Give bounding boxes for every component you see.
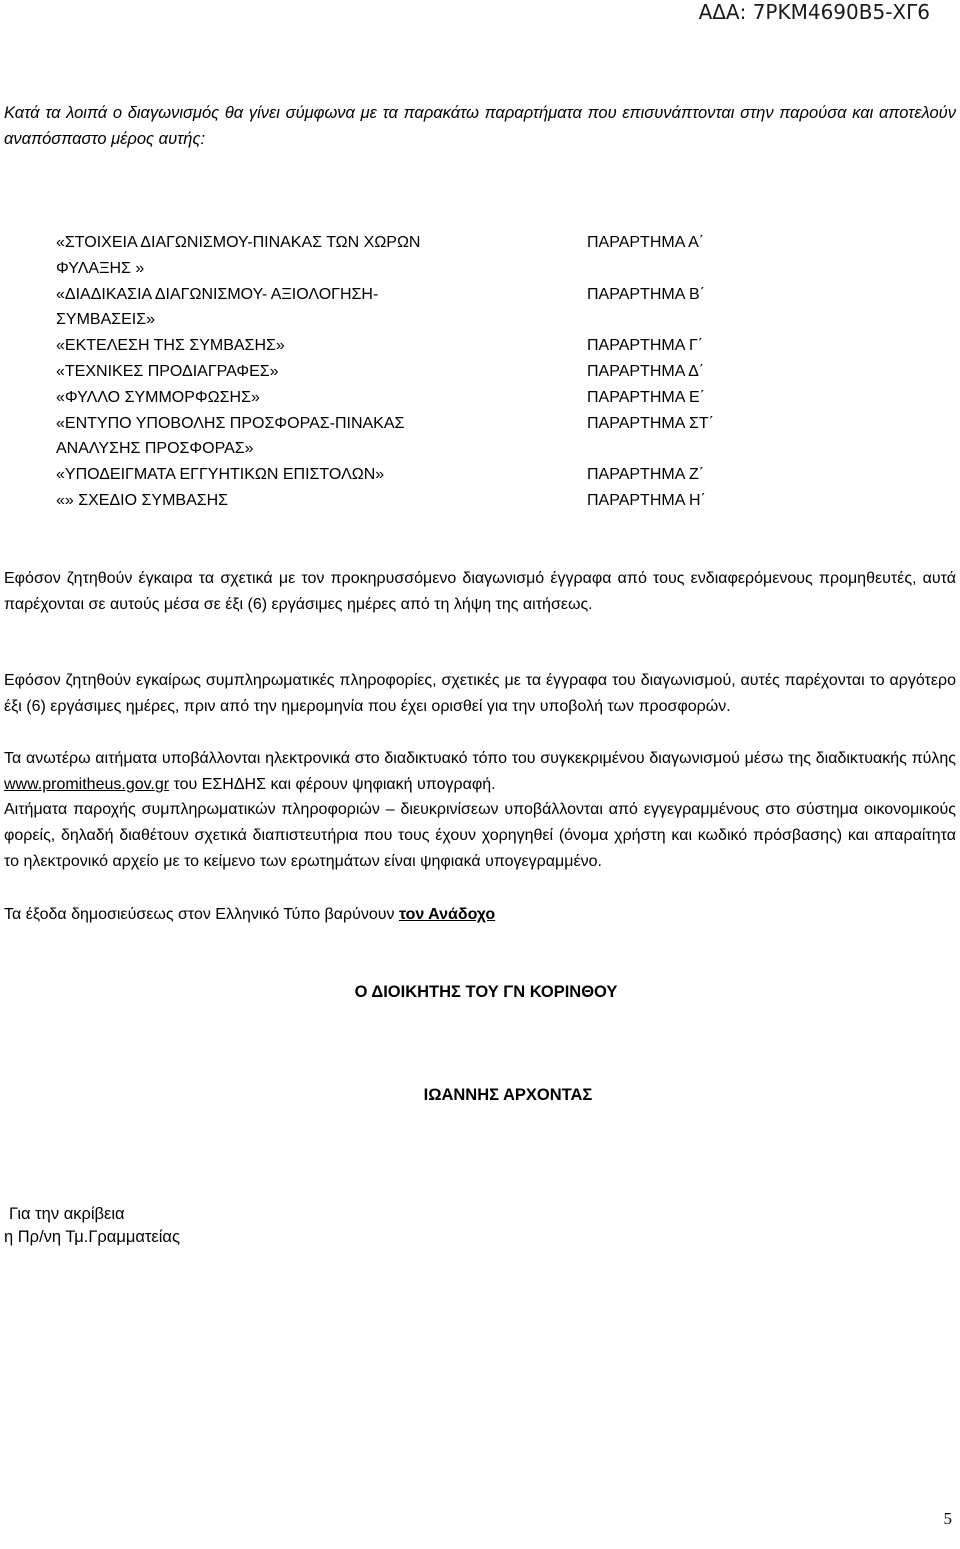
promitheus-link[interactable]: www.promitheus.gov.gr [4, 776, 170, 793]
annex-row [56, 282, 776, 334]
annex-label: ΠΑΡΑΡΤΗΜΑ Β΄ [587, 285, 705, 303]
certification-block [4, 1203, 180, 1249]
submission-text-end: του ΕΣΗΔΗΣ και φέρουν ψηφιακή υπογραφή. [169, 776, 496, 793]
annex-row [56, 385, 776, 411]
annex-title: «ΤΕΧΝΙΚΕΣ ΠΡΟΔΙΑΓΡΑΦΕΣ» [56, 362, 279, 380]
certification-line-1: Για την ακρίβεια [9, 1205, 125, 1223]
annex-row [56, 411, 776, 463]
contractor-emphasis: τον Ανάδοχο [398, 906, 496, 923]
costs-text: Τα έξοδα δημοσιεύσεως στον Ελληνικό Τύπο βαρύνουν [4, 906, 399, 923]
annex-label: ΠΑΡΑΡΤΗΜΑ Δ΄ [587, 362, 705, 380]
annex-label: ΠΑΡΑΡΤΗΜΑ Ζ΄ [587, 466, 705, 484]
annex-row [56, 488, 776, 514]
annex-row [56, 359, 776, 385]
paragraph-electronic-submission [4, 746, 956, 798]
paragraph-supplementary-info: Εφόσον ζητηθούν εγκαίρως συμπληρωματικές πληροφορίες, σχετικές με τα έγγραφα του διαγωνισμού, αυτές παρέχονται το αργότερο έξι (6) εργάσιμες ημέρες, πριν από την ημερομηνία που έχει ορισθεί για την υποβολή των προσφορών. [4, 672, 956, 715]
annex-list [56, 230, 776, 514]
annex-title: «ΥΠΟΔΕΙΓΜΑΤΑ ΕΓΓΥΗΤΙΚΩΝ ΕΠΙΣΤΟΛΩΝ» [56, 466, 385, 484]
paragraph-clarification-requests: Αιτήματα παροχής συμπληρωματικών πληροφοριών – διευκρινίσεων υποβάλλονται από εγγεγραμμένους στο σύστημα οικονομικούς φορείς, δηλαδή διαθέτουν σχετικά διαπιστευτήρια που τους έχουν χορηγηθεί (όνομα χρήστη και κωδικό πρόσβασης) και απαραίτητα το ηλεκτρονικό αρχείο με το κείμενο των ερωτημάτων είναι ψηφιακά υπογεγραμμένο. [4, 801, 956, 870]
signatory-title: Ο ΔΙΟΙΚΗΤΗΣ ΤΟΥ ΓΝ ΚΟΡΙΝΘΟΥ [354, 983, 618, 1001]
annex-row [56, 333, 776, 359]
page-number: 5 [943, 1509, 952, 1528]
ada-code: ΑΔΑ: 7ΡΚΜ4690Β5-ΧΓ6 [698, 0, 930, 24]
annex-title: «ΣΤΟΙΧΕΙΑ ΔΙΑΓΩΝΙΣΜΟΥ-ΠΙΝΑΚΑΣ ΤΩΝ ΧΩΡΩΝ ΦΥΛΑΞΗΣ » [56, 234, 421, 277]
annex-title: «ΕΚΤΕΛΕΣΗ ΤΗΣ ΣΥΜΒΑΣΗΣ» [56, 337, 285, 355]
signatory-name: ΙΩΑΝΝΗΣ ΑΡΧΟΝΤΑΣ [423, 1086, 593, 1104]
annex-title: «ΕΝΤΥΠΟ ΥΠΟΒΟΛΗΣ ΠΡΟΣΦΟΡΑΣ-ΠΙΝΑΚΑΣ ΑΝΑΛΥΣΗΣ ΠΡΟΣΦΟΡΑΣ» [56, 414, 405, 458]
annex-row [56, 462, 776, 488]
certification-line-2: η Πρ/νη Τμ.Γραμματείας [4, 1228, 180, 1246]
intro-paragraph: Κατά τα λοιπά ο διαγωνισμός θα γίνει σύμφωνα με τα παρακάτω παραρτήματα που επισυνάπτονται στην παρούσα και αποτελούν αναπόσπαστο μέρος αυτής: [4, 104, 956, 148]
annex-label: ΠΑΡΑΡΤΗΜΑ Ε΄ [587, 388, 705, 406]
paragraph-publication-costs [4, 902, 956, 928]
annex-label: ΠΑΡΑΡΤΗΜΑ Η΄ [587, 491, 706, 509]
annex-title: «» ΣΧΕΔΙΟ ΣΥΜΒΑΣΗΣ [56, 491, 229, 509]
annex-row [56, 230, 776, 282]
annex-label: ΠΑΡΑΡΤΗΜΑ ΣΤ΄ [587, 414, 714, 432]
paragraph-documents-delivery: Εφόσον ζητηθούν έγκαιρα τα σχετικά με τον προκηρυσσόμενο διαγωνισμό έγγραφα από τους ενδιαφερόμενους προμηθευτές, αυτά παρέχονται σε αυτούς μέσα σε έξι (6) εργάσιμες ημέρες από τη λήψη της αιτήσεως. [4, 570, 956, 613]
submission-text: Τα ανωτέρω αιτήματα υποβάλλονται ηλεκτρονικά στο διαδικτυακό τόπο του συγκεκριμένου διαγωνισμού μέσω της διαδικτυακής πύλης [4, 750, 956, 767]
annex-label: ΠΑΡΑΡΤΗΜΑ Γ΄ [587, 337, 704, 355]
annex-title: «ΔΙΑΔΙΚΑΣΙΑ ΔΙΑΓΩΝΙΣΜΟΥ- ΑΞΙΟΛΟΓΗΣΗ- ΣΥΜΒΑΣΕΙΣ» [56, 285, 379, 329]
annex-label: ΠΑΡΑΡΤΗΜΑ Α΄ [587, 234, 705, 251]
annex-title: «ΦΥΛΛΟ ΣΥΜΜΟΡΦΩΣΗΣ» [56, 388, 260, 406]
